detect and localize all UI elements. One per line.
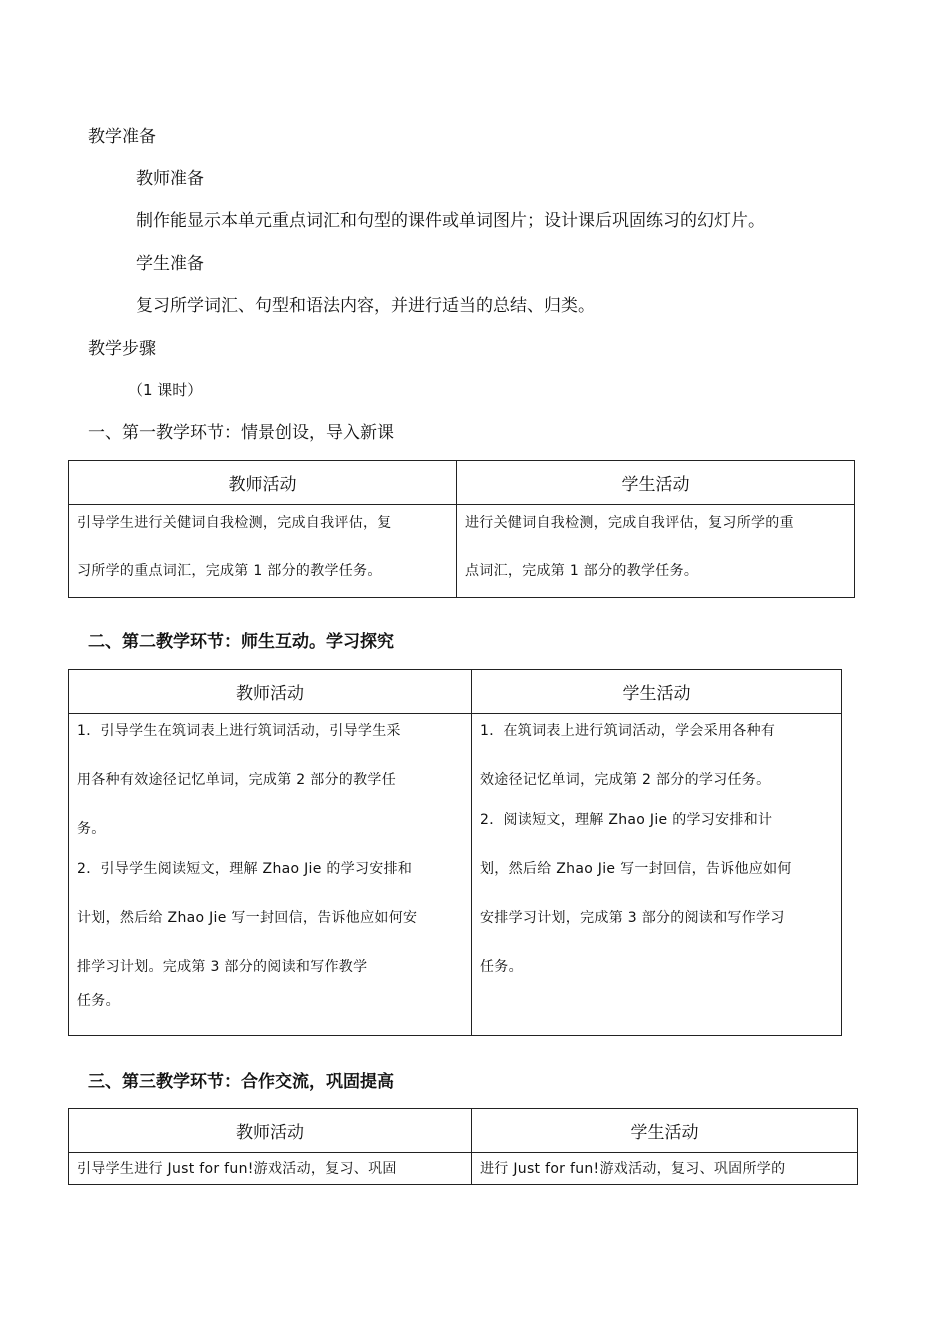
section2-teacher-line: 计划，然后给 Zhao Jie 写一封回信，告诉他应如何安	[77, 910, 418, 926]
section2-student-line: 任务。	[480, 959, 523, 975]
section3-teacher-header: 教师活动	[69, 1109, 472, 1153]
section1-teacher-cell	[69, 505, 457, 598]
section2-student-line: 安排学习计划，完成第 3 部分的阅读和写作学习	[480, 910, 785, 926]
section1-student-line: 点词汇，完成第 1 部分的教学任务。	[465, 563, 699, 579]
section1-teacher-header: 教师活动	[69, 461, 457, 505]
section2-teacher-cell	[69, 714, 472, 1036]
section3-teacher-cell	[69, 1153, 472, 1185]
section3-student-cell	[472, 1153, 858, 1185]
section3-student-line: 进行 Just for fun!游戏活动，复习、巩固所学的	[480, 1161, 786, 1177]
prep-heading: 教学准备	[88, 127, 156, 147]
section1-student-header: 学生活动	[457, 461, 855, 505]
steps-heading: 教学步骤	[88, 339, 156, 359]
section2-teacher-line: 用各种有效途径记忆单词，完成第 2 部分的教学任	[77, 772, 397, 788]
section3-student-header: 学生活动	[472, 1109, 858, 1153]
section1-teacher-line: 习所学的重点词汇，完成第 1 部分的教学任务。	[77, 563, 382, 579]
section1-teacher-line: 引导学生进行关健词自我检测，完成自我评估，复	[77, 515, 392, 531]
teacher-prep-heading: 教师准备	[136, 169, 204, 189]
section1-student-line: 进行关健词自我检测，完成自我评估，复习所学的重	[465, 515, 794, 531]
section2-student-line: 划，然后给 Zhao Jie 写一封回信，告诉他应如何	[480, 861, 792, 877]
section2-student-line: 1．在筑词表上进行筑词活动，学会采用各种有	[480, 723, 776, 739]
section2-teacher-line: 2．引导学生阅读短文，理解 Zhao Jie 的学习安排和	[77, 861, 413, 877]
section1-title: 一、第一教学环节：情景创设，导入新课	[88, 423, 394, 443]
section2-student-header: 学生活动	[472, 670, 842, 714]
section2-title: 二、第二教学环节：师生互动。学习探究	[88, 632, 394, 652]
section2-teacher-line: 1．引导学生在筑词表上进行筑词活动，引导学生采	[77, 723, 401, 739]
section2-student-line: 2．阅读短文，理解 Zhao Jie 的学习安排和计	[480, 812, 773, 828]
student-prep-text: 复习所学词汇、句型和语法内容，并进行适当的总结、归类。	[136, 296, 595, 316]
section2-teacher-header: 教师活动	[69, 670, 472, 714]
section2-student-line: 效途径记忆单词，完成第 2 部分的学习任务。	[480, 772, 771, 788]
teacher-prep-text: 制作能显示本单元重点词汇和句型的课件或单词图片；设计课后巩固练习的幻灯片。	[136, 211, 765, 231]
section3-teacher-line: 引导学生进行 Just for fun!游戏活动，复习、巩固	[77, 1161, 397, 1177]
section2-teacher-line: 任务。	[77, 993, 120, 1009]
section3-table	[68, 1108, 858, 1185]
section1-student-cell	[457, 505, 855, 598]
student-prep-heading: 学生准备	[136, 254, 204, 274]
section2-teacher-line: 务。	[77, 821, 106, 837]
section3-title: 三、第三教学环节：合作交流，巩固提高	[88, 1072, 394, 1092]
steps-duration: （1 课时）	[128, 381, 203, 399]
section1-table	[68, 460, 855, 598]
section2-student-cell	[472, 714, 842, 1036]
section2-teacher-line: 排学习计划。完成第 3 部分的阅读和写作教学	[77, 959, 368, 975]
section2-table	[68, 669, 842, 1036]
